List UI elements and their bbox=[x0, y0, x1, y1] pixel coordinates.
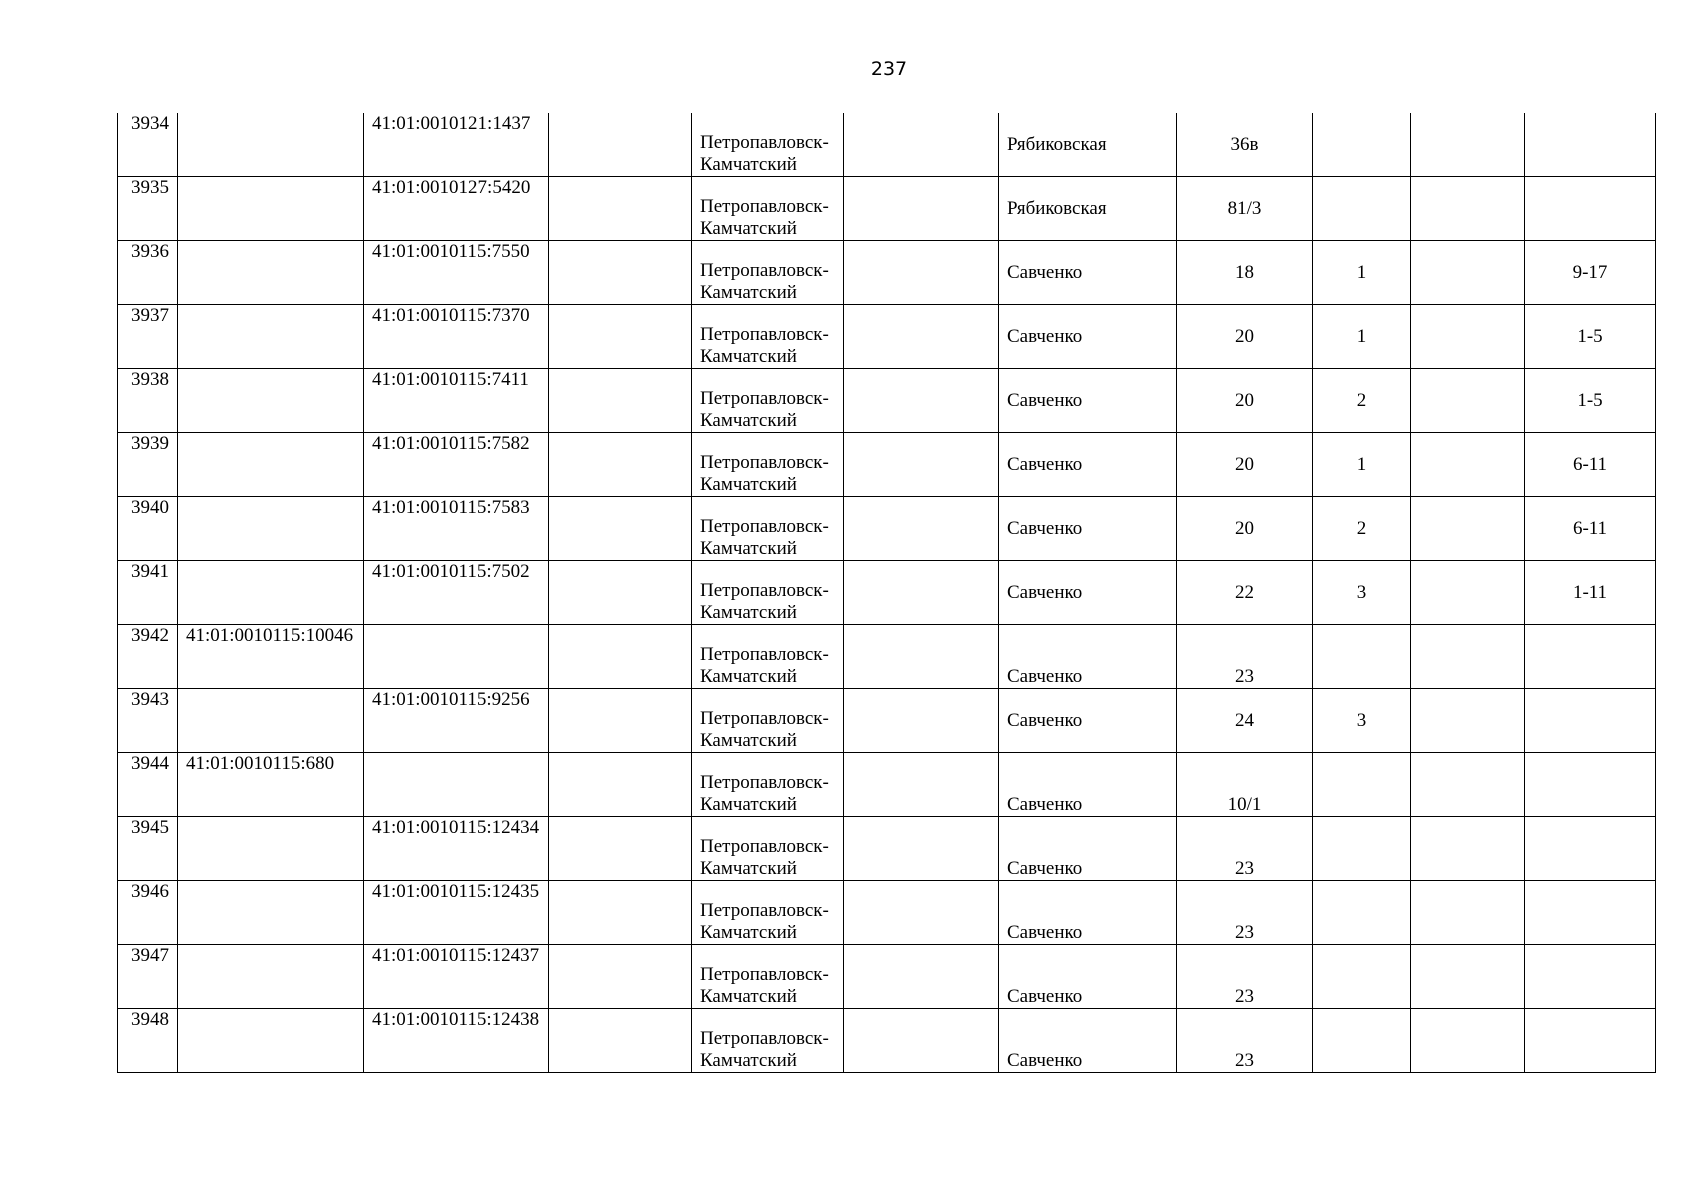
empty-cell bbox=[1411, 753, 1525, 817]
cadastral-number-b-cell bbox=[364, 753, 549, 817]
street-cell: Савченко bbox=[999, 369, 1177, 433]
registry-rows bbox=[118, 113, 1656, 1073]
cadastral-number-b-cell: 41:01:0010115:7582 bbox=[364, 433, 549, 497]
table-row bbox=[118, 241, 1656, 305]
city-cell: Петропавловск-Камчатский bbox=[692, 561, 844, 625]
cadastral-number-b-cell: 41:01:0010127:5420 bbox=[364, 177, 549, 241]
table-row bbox=[118, 817, 1656, 881]
empty-cell bbox=[1411, 433, 1525, 497]
table-row bbox=[118, 113, 1656, 177]
cadastral-number-a-cell: 41:01:0010115:10046 bbox=[178, 625, 364, 689]
empty-cell bbox=[549, 1009, 692, 1073]
empty-cell bbox=[1411, 561, 1525, 625]
building-cell bbox=[1313, 113, 1411, 177]
building-cell: 3 bbox=[1313, 689, 1411, 753]
empty-cell bbox=[844, 497, 999, 561]
cadastral-number-b-cell: 41:01:0010115:7550 bbox=[364, 241, 549, 305]
building-cell: 1 bbox=[1313, 433, 1411, 497]
cadastral-number-a-cell bbox=[178, 113, 364, 177]
row-number-cell: 3948 bbox=[118, 1009, 178, 1073]
row-number-cell: 3937 bbox=[118, 305, 178, 369]
city-cell: Петропавловск-Камчатский bbox=[692, 497, 844, 561]
cadastral-number-a-cell bbox=[178, 241, 364, 305]
empty-cell bbox=[1411, 241, 1525, 305]
empty-cell bbox=[549, 753, 692, 817]
building-cell bbox=[1313, 881, 1411, 945]
street-cell: Рябиковская bbox=[999, 113, 1177, 177]
cadastral-number-a-cell bbox=[178, 945, 364, 1009]
flat-cell bbox=[1525, 817, 1656, 881]
cadastral-number-a-cell: 41:01:0010115:680 bbox=[178, 753, 364, 817]
empty-cell bbox=[844, 561, 999, 625]
row-number-cell: 3938 bbox=[118, 369, 178, 433]
house-cell: 22 bbox=[1177, 561, 1313, 625]
table-row bbox=[118, 1009, 1656, 1073]
empty-cell bbox=[549, 945, 692, 1009]
cadastral-number-a-cell bbox=[178, 177, 364, 241]
empty-cell bbox=[844, 945, 999, 1009]
street-cell: Савченко bbox=[999, 625, 1177, 689]
street-cell: Савченко bbox=[999, 881, 1177, 945]
city-cell: Петропавловск-Камчатский bbox=[692, 369, 844, 433]
empty-cell bbox=[549, 561, 692, 625]
table-row bbox=[118, 177, 1656, 241]
empty-cell bbox=[844, 241, 999, 305]
cadastral-number-b-cell: 41:01:0010121:1437 bbox=[364, 113, 549, 177]
cadastral-number-a-cell bbox=[178, 497, 364, 561]
table-row bbox=[118, 433, 1656, 497]
cadastral-number-a-cell bbox=[178, 817, 364, 881]
empty-cell bbox=[1411, 689, 1525, 753]
house-cell: 23 bbox=[1177, 881, 1313, 945]
street-cell: Савченко bbox=[999, 689, 1177, 753]
row-number-cell: 3941 bbox=[118, 561, 178, 625]
building-cell bbox=[1313, 1009, 1411, 1073]
empty-cell bbox=[1411, 881, 1525, 945]
row-number-cell: 3945 bbox=[118, 817, 178, 881]
city-cell: Петропавловск-Камчатский bbox=[692, 881, 844, 945]
flat-cell: 9-17 bbox=[1525, 241, 1656, 305]
building-cell: 1 bbox=[1313, 305, 1411, 369]
street-cell: Савченко bbox=[999, 945, 1177, 1009]
flat-cell bbox=[1525, 625, 1656, 689]
flat-cell bbox=[1525, 881, 1656, 945]
empty-cell bbox=[549, 177, 692, 241]
city-cell: Петропавловск-Камчатский bbox=[692, 689, 844, 753]
empty-cell bbox=[844, 433, 999, 497]
row-number-cell: 3935 bbox=[118, 177, 178, 241]
empty-cell bbox=[549, 881, 692, 945]
cadastral-number-b-cell: 41:01:0010115:12435 bbox=[364, 881, 549, 945]
empty-cell bbox=[844, 881, 999, 945]
row-number-cell: 3944 bbox=[118, 753, 178, 817]
flat-cell: 6-11 bbox=[1525, 497, 1656, 561]
empty-cell bbox=[844, 689, 999, 753]
empty-cell bbox=[549, 241, 692, 305]
city-cell: Петропавловск-Камчатский bbox=[692, 305, 844, 369]
empty-cell bbox=[844, 1009, 999, 1073]
cadastral-number-b-cell: 41:01:0010115:7411 bbox=[364, 369, 549, 433]
empty-cell bbox=[844, 369, 999, 433]
city-cell: Петропавловск-Камчатский bbox=[692, 113, 844, 177]
building-cell: 2 bbox=[1313, 497, 1411, 561]
row-number-cell: 3940 bbox=[118, 497, 178, 561]
house-cell: 20 bbox=[1177, 497, 1313, 561]
empty-cell bbox=[549, 625, 692, 689]
city-cell: Петропавловск-Камчатский bbox=[692, 753, 844, 817]
cadastral-number-a-cell bbox=[178, 561, 364, 625]
table-row bbox=[118, 625, 1656, 689]
row-number-cell: 3939 bbox=[118, 433, 178, 497]
house-cell: 10/1 bbox=[1177, 753, 1313, 817]
empty-cell bbox=[549, 433, 692, 497]
empty-cell bbox=[844, 817, 999, 881]
table-row bbox=[118, 881, 1656, 945]
cadastral-number-b-cell: 41:01:0010115:12434 bbox=[364, 817, 549, 881]
cadastral-number-a-cell bbox=[178, 689, 364, 753]
cadastral-number-b-cell: 41:01:0010115:12437 bbox=[364, 945, 549, 1009]
empty-cell bbox=[549, 369, 692, 433]
empty-cell bbox=[549, 113, 692, 177]
city-cell: Петропавловск-Камчатский bbox=[692, 241, 844, 305]
house-cell: 24 bbox=[1177, 689, 1313, 753]
cadastral-number-a-cell bbox=[178, 305, 364, 369]
cadastral-number-b-cell: 41:01:0010115:7502 bbox=[364, 561, 549, 625]
house-cell: 23 bbox=[1177, 817, 1313, 881]
table-row bbox=[118, 945, 1656, 1009]
house-cell: 36в bbox=[1177, 113, 1313, 177]
house-cell: 20 bbox=[1177, 433, 1313, 497]
page-number: 237 bbox=[870, 58, 908, 80]
cadastral-number-b-cell: 41:01:0010115:9256 bbox=[364, 689, 549, 753]
cadastral-number-a-cell bbox=[178, 881, 364, 945]
house-cell: 81/3 bbox=[1177, 177, 1313, 241]
street-cell: Савченко bbox=[999, 1009, 1177, 1073]
house-cell: 20 bbox=[1177, 369, 1313, 433]
row-number-cell: 3936 bbox=[118, 241, 178, 305]
street-cell: Савченко bbox=[999, 433, 1177, 497]
house-cell: 18 bbox=[1177, 241, 1313, 305]
city-cell: Петропавловск-Камчатский bbox=[692, 625, 844, 689]
table-row bbox=[118, 497, 1656, 561]
house-cell: 23 bbox=[1177, 625, 1313, 689]
flat-cell bbox=[1525, 945, 1656, 1009]
city-cell: Петропавловск-Камчатский bbox=[692, 1009, 844, 1073]
cadastral-number-b-cell: 41:01:0010115:7583 bbox=[364, 497, 549, 561]
house-cell: 20 bbox=[1177, 305, 1313, 369]
building-cell bbox=[1313, 177, 1411, 241]
empty-cell bbox=[1411, 305, 1525, 369]
empty-cell bbox=[1411, 817, 1525, 881]
address-registry-table bbox=[117, 113, 1656, 1073]
empty-cell bbox=[844, 753, 999, 817]
street-cell: Савченко bbox=[999, 753, 1177, 817]
table-row bbox=[118, 369, 1656, 433]
empty-cell bbox=[844, 625, 999, 689]
empty-cell bbox=[1411, 113, 1525, 177]
flat-cell bbox=[1525, 753, 1656, 817]
city-cell: Петропавловск-Камчатский bbox=[692, 945, 844, 1009]
empty-cell bbox=[1411, 1009, 1525, 1073]
building-cell: 1 bbox=[1313, 241, 1411, 305]
empty-cell bbox=[1411, 497, 1525, 561]
city-cell: Петропавловск-Камчатский bbox=[692, 177, 844, 241]
cadastral-number-a-cell bbox=[178, 369, 364, 433]
empty-cell bbox=[549, 689, 692, 753]
cadastral-number-a-cell bbox=[178, 433, 364, 497]
row-number-cell: 3946 bbox=[118, 881, 178, 945]
cadastral-number-b-cell: 41:01:0010115:7370 bbox=[364, 305, 549, 369]
street-cell: Рябиковская bbox=[999, 177, 1177, 241]
flat-cell: 6-11 bbox=[1525, 433, 1656, 497]
building-cell: 3 bbox=[1313, 561, 1411, 625]
flat-cell: 1-11 bbox=[1525, 561, 1656, 625]
flat-cell: 1-5 bbox=[1525, 369, 1656, 433]
house-cell: 23 bbox=[1177, 1009, 1313, 1073]
street-cell: Савченко bbox=[999, 817, 1177, 881]
empty-cell bbox=[549, 817, 692, 881]
flat-cell bbox=[1525, 177, 1656, 241]
building-cell: 2 bbox=[1313, 369, 1411, 433]
flat-cell bbox=[1525, 113, 1656, 177]
row-number-cell: 3942 bbox=[118, 625, 178, 689]
building-cell bbox=[1313, 625, 1411, 689]
street-cell: Савченко bbox=[999, 561, 1177, 625]
street-cell: Савченко bbox=[999, 305, 1177, 369]
empty-cell bbox=[1411, 945, 1525, 1009]
street-cell: Савченко bbox=[999, 241, 1177, 305]
table-row bbox=[118, 561, 1656, 625]
empty-cell bbox=[844, 113, 999, 177]
city-cell: Петропавловск-Камчатский bbox=[692, 433, 844, 497]
table-row bbox=[118, 753, 1656, 817]
cadastral-number-a-cell bbox=[178, 1009, 364, 1073]
flat-cell: 1-5 bbox=[1525, 305, 1656, 369]
building-cell bbox=[1313, 945, 1411, 1009]
empty-cell bbox=[1411, 625, 1525, 689]
cadastral-number-b-cell bbox=[364, 625, 549, 689]
row-number-cell: 3947 bbox=[118, 945, 178, 1009]
flat-cell bbox=[1525, 689, 1656, 753]
row-number-cell: 3934 bbox=[118, 113, 178, 177]
table-row bbox=[118, 689, 1656, 753]
empty-cell bbox=[1411, 177, 1525, 241]
building-cell bbox=[1313, 817, 1411, 881]
cadastral-number-b-cell: 41:01:0010115:12438 bbox=[364, 1009, 549, 1073]
row-number-cell: 3943 bbox=[118, 689, 178, 753]
house-cell: 23 bbox=[1177, 945, 1313, 1009]
city-cell: Петропавловск-Камчатский bbox=[692, 817, 844, 881]
street-cell: Савченко bbox=[999, 497, 1177, 561]
empty-cell bbox=[549, 497, 692, 561]
building-cell bbox=[1313, 753, 1411, 817]
empty-cell bbox=[549, 305, 692, 369]
flat-cell bbox=[1525, 1009, 1656, 1073]
empty-cell bbox=[1411, 369, 1525, 433]
empty-cell bbox=[844, 305, 999, 369]
empty-cell bbox=[844, 177, 999, 241]
table-row bbox=[118, 305, 1656, 369]
